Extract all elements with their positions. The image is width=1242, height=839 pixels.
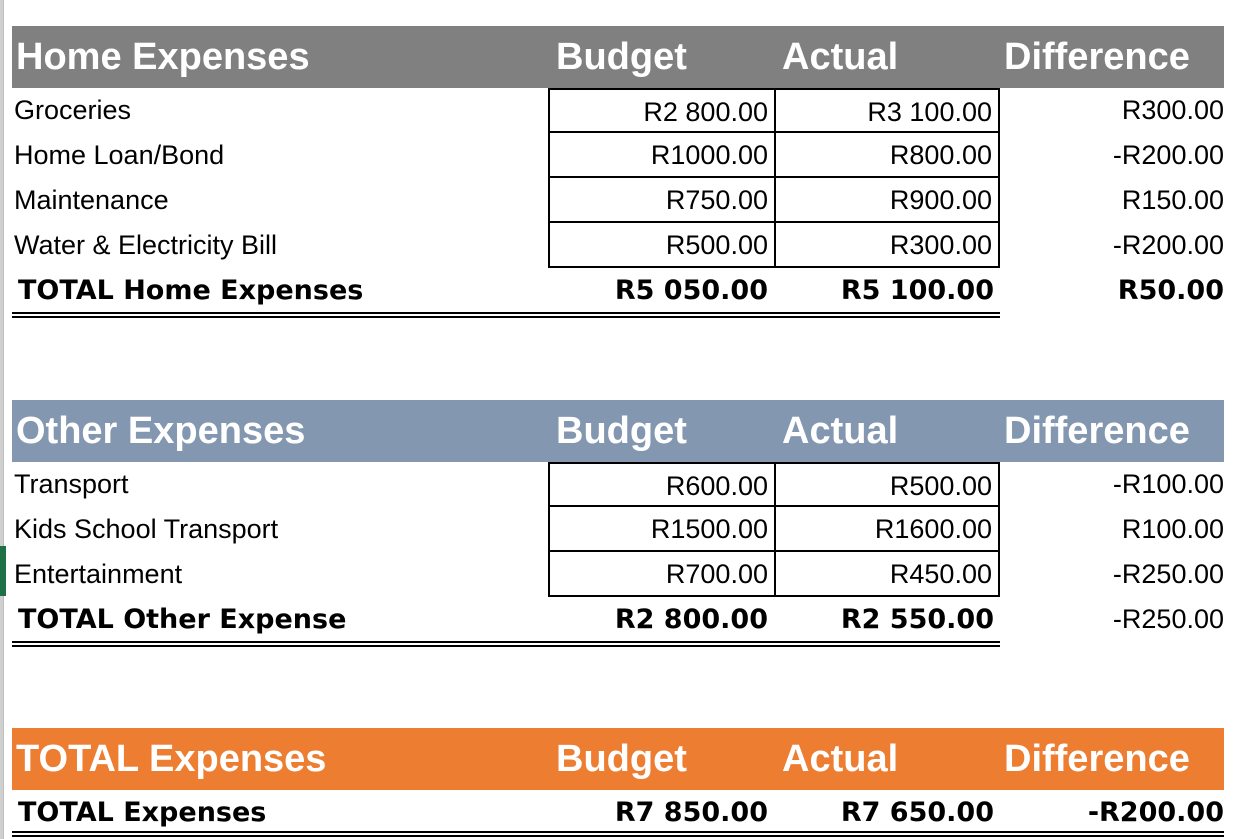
total-difference-cell[interactable]: R50.00 [1117, 274, 1224, 306]
expense-name-cell[interactable]: Groceries [14, 95, 132, 125]
expense-name-cell[interactable]: Kids School Transport [14, 514, 279, 544]
budget-cell[interactable]: R750.00 [548, 178, 774, 223]
other-expenses-header [12, 400, 1224, 462]
header-budget-cell[interactable]: Budget [556, 409, 687, 452]
budget-cell[interactable]: R2 800.00 [548, 88, 774, 133]
expense-name-cell[interactable]: Maintenance [14, 185, 169, 215]
header-name-cell[interactable]: Home Expenses [16, 35, 310, 78]
expense-name-cell[interactable]: Water & Electricity Bill [14, 230, 278, 260]
actual-cell[interactable]: R500.00 [774, 462, 1000, 507]
total-budget-cell[interactable]: R7 850.00 [614, 796, 768, 828]
double-underline [12, 312, 1000, 318]
actual-cell[interactable]: R800.00 [774, 133, 1000, 178]
table-row [12, 133, 1224, 178]
budget-cell[interactable]: R600.00 [548, 462, 774, 507]
header-difference-cell[interactable]: Difference [1004, 35, 1190, 78]
budget-cell[interactable]: R500.00 [548, 223, 774, 268]
total-expenses-section [12, 728, 1224, 834]
actual-cell[interactable]: R3 100.00 [774, 88, 1000, 133]
total-name-cell[interactable]: TOTAL Other Expense [18, 603, 347, 635]
total-difference-cell[interactable]: -R200.00 [1087, 796, 1224, 828]
total-name-cell[interactable]: TOTAL Expenses [18, 796, 267, 828]
difference-cell[interactable]: -R250.00 [1112, 559, 1224, 589]
double-underline [12, 641, 1000, 647]
total-budget-cell[interactable]: R5 050.00 [614, 274, 768, 306]
total-budget-cell[interactable]: R2 800.00 [614, 603, 768, 635]
table-row [12, 507, 1224, 552]
table-row [12, 88, 1224, 133]
difference-cell[interactable]: -R100.00 [1112, 469, 1224, 499]
actual-cell[interactable]: R300.00 [774, 223, 1000, 268]
header-budget-cell[interactable]: Budget [556, 737, 687, 780]
other-expenses-section [12, 400, 1224, 641]
table-row [12, 462, 1224, 507]
header-actual-cell[interactable]: Actual [782, 35, 899, 78]
total-actual-cell[interactable]: R5 100.00 [840, 274, 994, 306]
difference-cell[interactable]: R150.00 [1121, 185, 1224, 215]
total-row [12, 597, 1224, 641]
difference-cell[interactable]: -R200.00 [1112, 230, 1224, 260]
table-row [12, 178, 1224, 223]
total-row [12, 790, 1224, 834]
actual-cell[interactable]: R1600.00 [774, 507, 1000, 552]
budget-cell[interactable]: R1000.00 [548, 133, 774, 178]
budget-cell[interactable]: R700.00 [548, 552, 774, 597]
total-difference-cell[interactable]: -R250.00 [1112, 603, 1224, 634]
double-underline [12, 831, 1224, 837]
header-name-cell[interactable]: Other Expenses [16, 409, 306, 452]
total-row [12, 268, 1224, 312]
table-row [12, 552, 1224, 597]
difference-cell[interactable]: -R200.00 [1112, 140, 1224, 170]
active-cell-marker [0, 546, 6, 596]
header-actual-cell[interactable]: Actual [782, 737, 899, 780]
expense-name-cell[interactable]: Home Loan/Bond [14, 140, 225, 170]
difference-cell[interactable]: R100.00 [1121, 514, 1224, 544]
header-difference-cell[interactable]: Difference [1004, 409, 1190, 452]
actual-cell[interactable]: R450.00 [774, 552, 1000, 597]
difference-cell[interactable]: R300.00 [1121, 95, 1224, 125]
table-row [12, 223, 1224, 268]
header-actual-cell[interactable]: Actual [782, 409, 899, 452]
expense-name-cell[interactable]: Entertainment [14, 559, 183, 589]
total-expenses-header [12, 728, 1224, 790]
total-actual-cell[interactable]: R2 550.00 [840, 603, 994, 635]
header-difference-cell[interactable]: Difference [1004, 737, 1190, 780]
expense-name-cell[interactable]: Transport [14, 469, 129, 499]
header-budget-cell[interactable]: Budget [556, 35, 687, 78]
budget-cell[interactable]: R1500.00 [548, 507, 774, 552]
actual-cell[interactable]: R900.00 [774, 178, 1000, 223]
total-actual-cell[interactable]: R7 650.00 [840, 796, 994, 828]
header-name-cell[interactable]: TOTAL Expenses [16, 737, 327, 780]
home-expenses-section [12, 26, 1224, 312]
row-header-edge [0, 0, 4, 839]
home-expenses-header [12, 26, 1224, 88]
total-name-cell[interactable]: TOTAL Home Expenses [18, 274, 364, 306]
